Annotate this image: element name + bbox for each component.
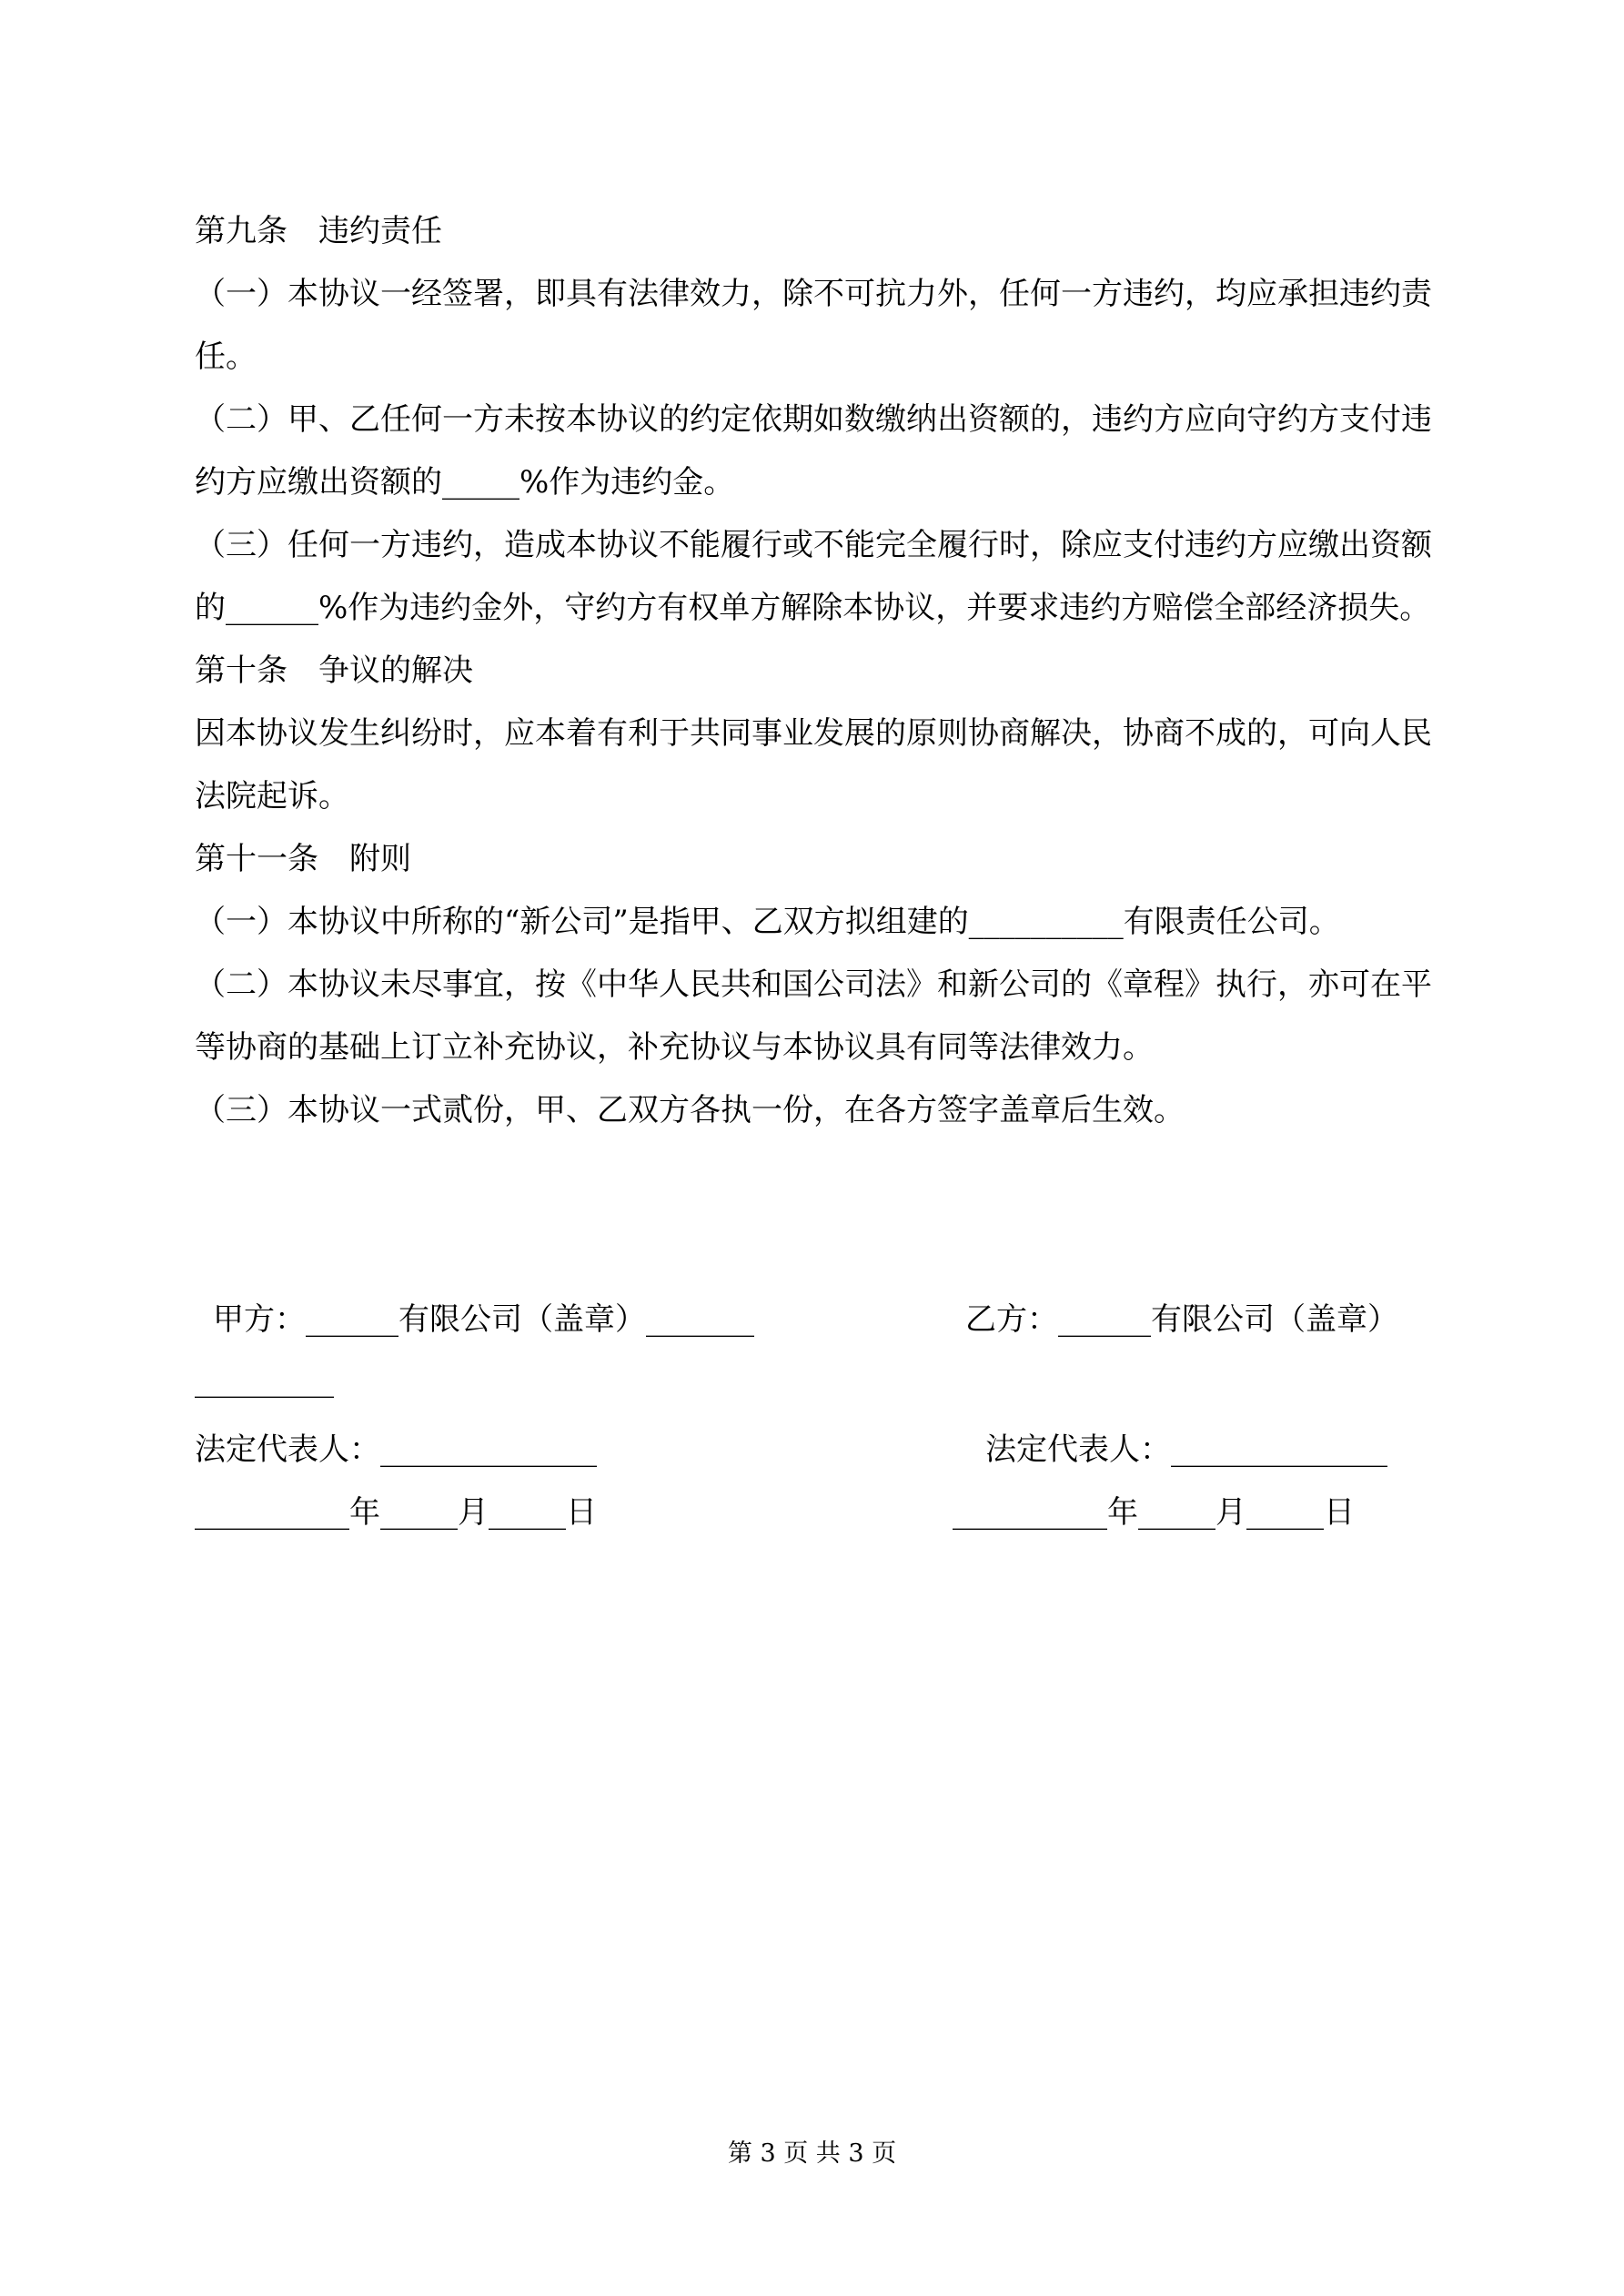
- contract-body: [195, 200, 1441, 1142]
- party-b-date: __________年_____月_____日: [953, 1494, 1355, 1531]
- party-b-legal-representative: 法定代表人：______________: [985, 1431, 1387, 1468]
- article-9-title: 第九条 违约责任: [195, 213, 442, 249]
- party-a-signature-line: 甲方：______有限公司（盖章）_______: [213, 1301, 754, 1338]
- article-10-body: 因本协议发生纠纷时，应本着有利于共同事业发展的原则协商解决，协商不成的，可向人民法院起诉。: [195, 715, 1432, 814]
- article-9-clause-1: （一）本协议一经签署，即具有法律效力，除不可抗力外，任何一方违约，均应承担违约责任。: [195, 276, 1432, 375]
- party-b-signature-line: 乙方：______有限公司（盖章）: [965, 1301, 1398, 1338]
- article-11-clause-2: （二）本协议未尽事宜，按《中华人民共和国公司法》和新公司的《章程》执行，亦可在平等协商的基础上订立补充协议，补充协议与本协议具有同等法律效力。: [195, 966, 1432, 1066]
- page-number-footer: 第 3 页 共 3 页: [727, 2139, 897, 2168]
- party-a-legal-representative: 法定代表人：______________: [195, 1431, 597, 1468]
- article-10-title: 第十条 争议的解决: [195, 652, 473, 689]
- article-9-clause-3: （三）任何一方违约，造成本协议不能履行或不能完全履行时，除应支付违约方应缴出资额的______%作为违约金外，守约方有权单方解除本协议，并要求违约方赔偿全部经济损失。: [195, 527, 1432, 626]
- article-11-clause-3: （三）本协议一式贰份，甲、乙双方各执一份，在各方签字盖章后生效。: [195, 1092, 1185, 1128]
- party-a-date: __________年_____月_____日: [195, 1494, 597, 1531]
- article-9-clause-2: （二）甲、乙任何一方未按本协议的约定依期如数缴纳出资额的，违约方应向守约方支付违约方应缴出资额的_____%作为违约金。: [195, 401, 1432, 501]
- article-11-title: 第十一条 附则: [195, 841, 411, 877]
- article-11-clause-1: （一）本协议中所称的“新公司”是指甲、乙双方拟组建的__________有限责任公司。: [195, 904, 1340, 940]
- party-b-signature-continuation: _________: [195, 1362, 334, 1399]
